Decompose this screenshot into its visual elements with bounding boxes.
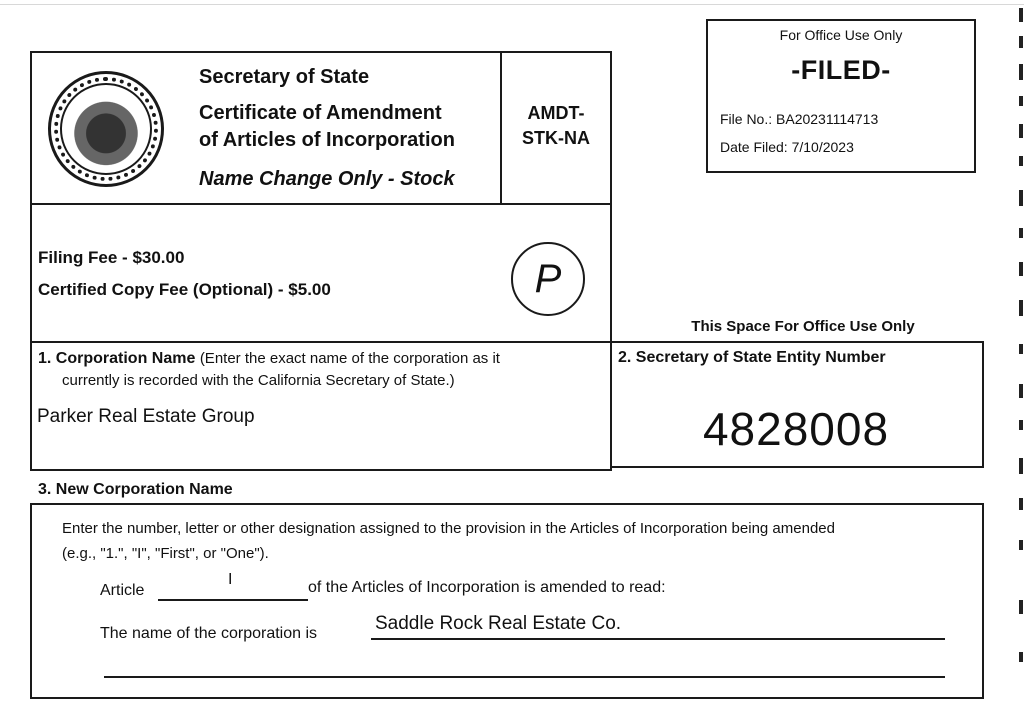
new-corporation-name-value: Saddle Rock Real Estate Co. (375, 613, 622, 634)
section3-heading: 3. New Corporation Name (38, 481, 233, 498)
article-suffix: of the Articles of Incorporation is amended to read: (308, 579, 666, 596)
corporation-name-value: Parker Real Estate Group (37, 406, 255, 427)
section3-instruction-line2: (e.g., "1.", "I", "First", or "One"). (62, 545, 269, 562)
certified-copy-fee: Certified Copy Fee (Optional) - $5.00 (38, 280, 331, 299)
california-seal (48, 71, 164, 187)
article-underline (158, 599, 308, 601)
article-value: I (228, 571, 233, 588)
form-title-line2: of Articles of Incorporation (199, 129, 455, 151)
form-code-line1: AMDT- (527, 103, 585, 123)
date-filed: Date Filed: 7/10/2023 (720, 139, 854, 155)
section1-note-line2: currently is recorded with the California Secretary of State.) (62, 372, 455, 389)
section2-heading: 2. Secretary of State Entity Number (618, 349, 886, 366)
name-label: The name of the corporation is (100, 625, 318, 642)
form-subtitle: Name Change Only - Stock (199, 168, 455, 190)
section1-note-line1: (Enter the exact name of the corporation as it (199, 350, 500, 367)
entity-number-value: 4828008 (702, 403, 890, 455)
filing-fee: Filing Fee - $30.00 (38, 248, 185, 267)
office-use-title: For Office Use Only (779, 27, 903, 43)
top-edge-line (0, 4, 1024, 5)
section1-heading: 1. Corporation Name (38, 350, 196, 367)
file-number: File No.: BA20231114713 (720, 111, 879, 127)
article-label: Article (100, 582, 145, 599)
filed-stamp: -FILED- (791, 55, 891, 85)
section3-instruction-line1: Enter the number, letter or other designation assigned to the provision in the Articles of Incorporation being amended (62, 520, 835, 537)
office-space-label: This Space For Office Use Only (691, 318, 915, 335)
section1-heading-row (38, 350, 608, 368)
agency-name: Secretary of State (199, 66, 370, 88)
blank-underline (104, 676, 945, 678)
form-title-line1: Certificate of Amendment (199, 102, 442, 124)
name-underline (371, 638, 945, 640)
form-code-line2: STK-NA (522, 128, 590, 148)
p-circle-mark: P (511, 242, 585, 316)
